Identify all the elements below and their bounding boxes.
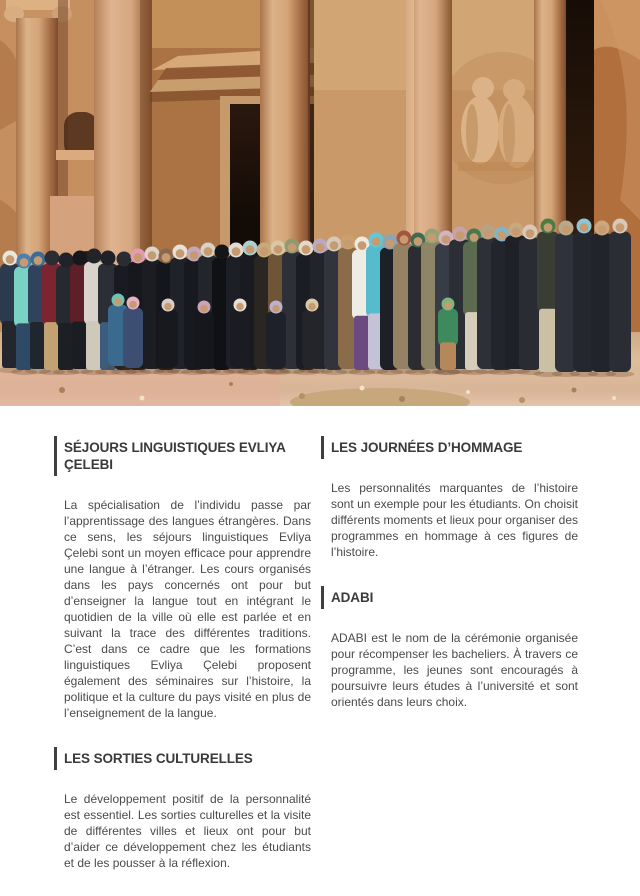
section-body: Le développement positif de la personnalité est essentiel. Les sorties culturelles et la visite de différentes villes et lieux ont pour but d’aider ce développement chez les étudiants et de les pousser à la réflexion. [64,792,311,870]
petra-photo-canvas [0,0,640,406]
section-heading: LES SORTIES CULTURELLES [54,747,311,770]
petra-facade [0,0,640,406]
right-column [331,436,578,871]
section-heading: SÉJOURS LINGUISTIQUES EVLIYA ÇELEBI [54,436,311,476]
section-body: Les personnalités marquantes de l’histoire sont un exemple pour les étudiants. On choisit différents moments et lieux pour organiser des programmes en hommage à ces figures de l’histoire. [331,481,578,559]
section-sejours-linguistiques [64,436,311,721]
petra-group-photo [0,0,640,406]
article-content [0,406,640,871]
section-adabi [331,586,578,710]
section-body: ADABI est le nom de la cérémonie organisée pour récompenser les bacheliers. À travers ce programme, les jeunes sont encouragés à poursuivre leurs études à l’université et sont orientés dans leurs choix. [331,631,578,709]
section-body: La spécialisation de l’individu passe par l’apprentissage des langues étrangères. Dans ce sens, les séjours linguistiques Evliya Çelebi sont un moyen efficace pour apprendre une langue à l’étranger. Les cours organisés dans les pays concernés ont pour but d’enseigner la langue tout en intégrant le quotidien de la ville où elle est parlée et en suivant la trace des différentes traditions. C’est dans ce cadre que les formations linguistiques Evliya Çelebi proposent également des séminaires sur l’histoire, la politique et la culture du pays visité en plus de l’enseignement de la langue. [64,498,311,720]
section-heading: ADABI [321,586,578,609]
left-column [64,436,311,871]
section-journees-hommage [331,436,578,560]
section-heading: LES JOURNÉES D’HOMMAGE [321,436,578,459]
section-sorties-culturelles [64,747,311,871]
